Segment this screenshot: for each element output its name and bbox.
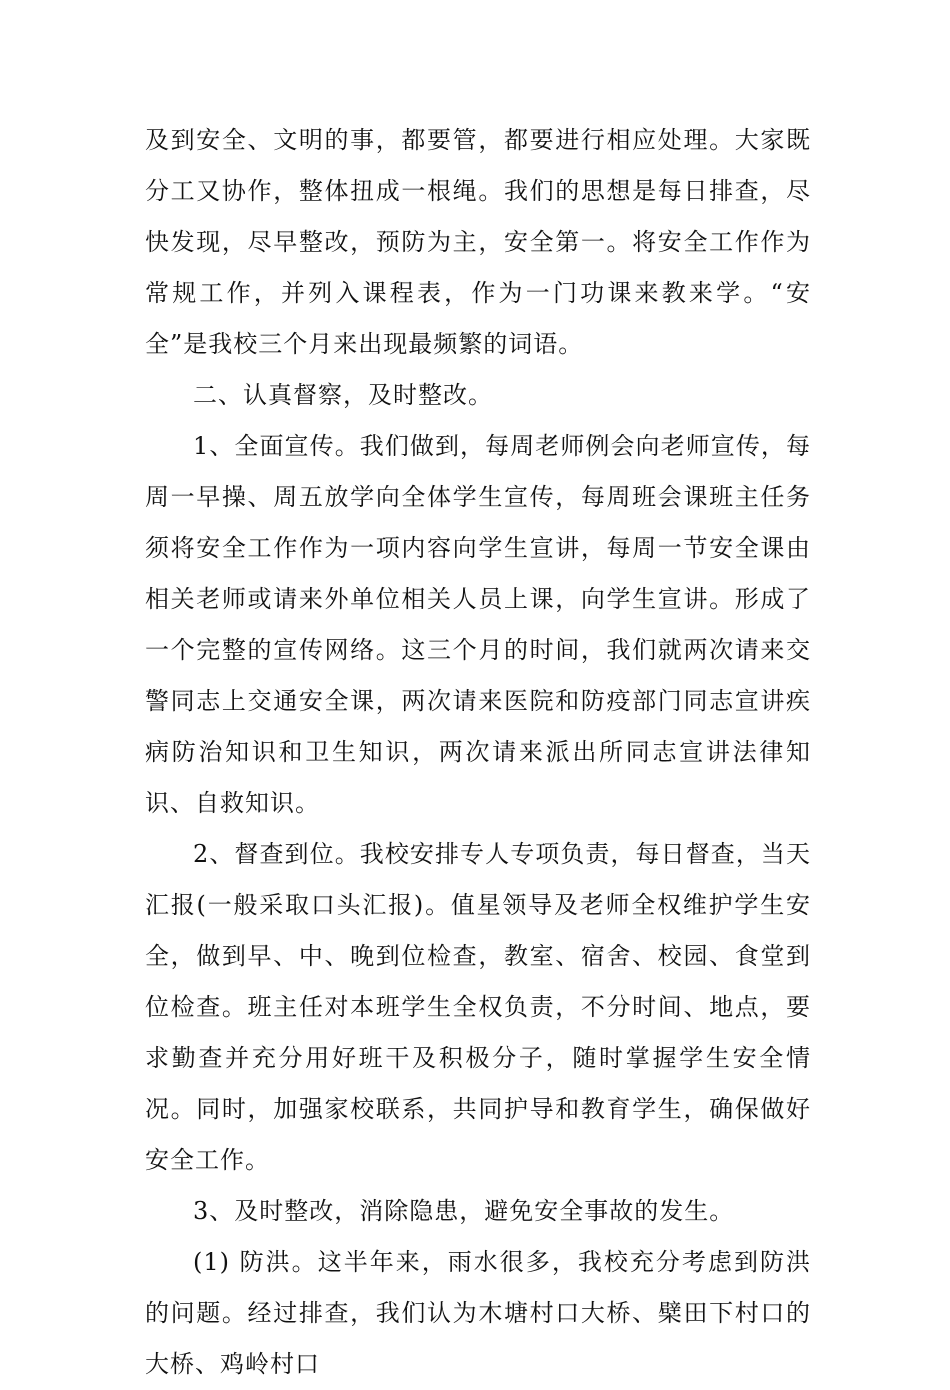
section-heading: 二、认真督察，及时整改。 [193, 381, 493, 409]
paragraph-publicity: 1、全面宣传。我们做到，每周老师例会向老师宣传，每周一早操、周五放学向全体学生宣传，每周班会课班主任务须将安全工作作为一项内容向学生宣讲，每周一节安全课由相关老师或请来外单位相关人员上课，向学生宣讲。形成了一个完整的宣传网络。这三个月的时间，我们就两次请来交警同志上交通安全课，两次请来医院和防疫部门同志宣讲疾病防治知识和卫生知识，两次请来派出所同志宣讲法律知识、自救知识。 [145, 432, 811, 817]
paragraph-continuation: 及到安全、文明的事，都要管，都要进行相应处理。大家既分工又协作，整体扭成一根绳。我们的思想是每日排查，尽快发现，尽早整改，预防为主，安全第一。将安全工作作为常规工作，并列入课程表，作为一门功课来教来学。“安全”是我校三个月来出现最频繁的词语。 [145, 126, 811, 358]
paragraph-inspection: 2、督查到位。我校安排专人专项负责，每日督查，当天汇报(一般采取口头汇报)。值星领导及老师全权维护学生安全，做到早、中、晚到位检查，教室、宿舍、校园、食堂到位检查。班主任对本班学生全权负责，不分时间、地点，要求勤查并充分用好班干及积极分子，随时掌握学生安全情况。同时，加强家校联系，共同护导和教育学生，确保做好安全工作。 [145, 840, 811, 1174]
paragraph-rectification-heading: 3、及时整改，消除隐患，避免安全事故的发生。 [193, 1197, 735, 1225]
paragraph-flood-prevention: (1) 防洪。这半年来，雨水很多，我校充分考虑到防洪的问题。经过排查，我们认为木塘村口大桥、檗田下村口的大桥、鸡岭村口 [145, 1248, 811, 1378]
document-body [145, 115, 811, 1390]
